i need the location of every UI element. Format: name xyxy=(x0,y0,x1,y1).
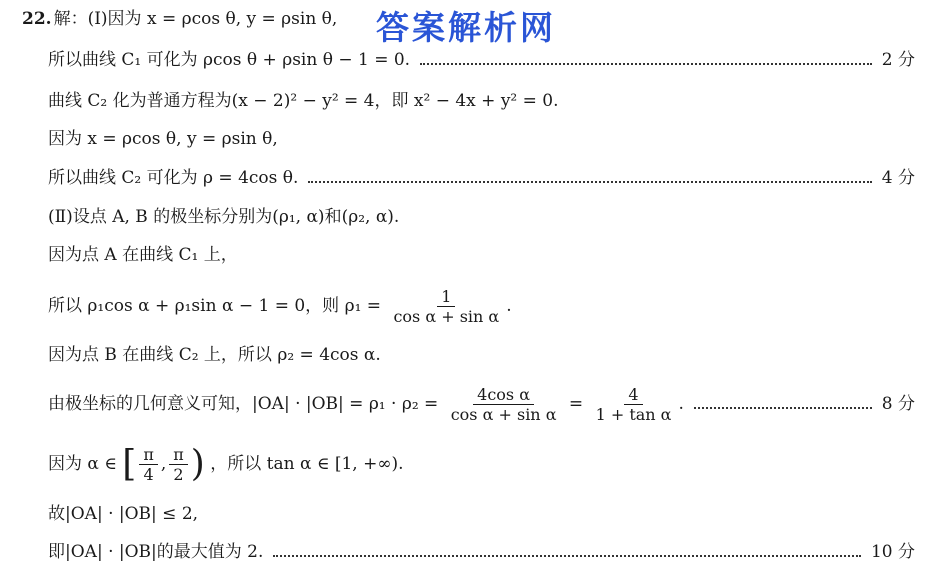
line-text: 因为点 B 在曲线 C₂ 上，所以 ρ₂ = 4cos α. xyxy=(48,345,381,365)
solution-line-10 xyxy=(48,382,915,426)
fraction-numerator: 1 xyxy=(437,287,455,307)
line-text: 曲线 C₂ 化为普通方程为(x − 2)² − y² = 4，即 x² − 4x + y² = 0. xyxy=(48,91,559,111)
line-text: 因为 x = ρcos θ, y = ρsin θ, xyxy=(48,129,278,149)
solution-line-8 xyxy=(48,284,915,328)
solution-line-11 xyxy=(48,442,915,486)
fraction xyxy=(592,385,676,424)
fraction-numerator: 4cos α xyxy=(473,385,534,405)
dot-leader xyxy=(420,63,872,65)
fraction xyxy=(139,445,158,484)
equals-sign: = xyxy=(568,393,584,414)
score-label: 2 分 xyxy=(881,50,915,70)
fraction xyxy=(447,385,561,424)
fraction xyxy=(169,445,188,484)
solution-line-3 xyxy=(48,89,915,113)
line-tail: . xyxy=(678,393,684,414)
fraction-denominator: 1 + tan α xyxy=(595,404,672,424)
dot-leader xyxy=(273,555,861,557)
solution-line-12 xyxy=(48,502,915,526)
dot-leader xyxy=(308,181,871,183)
line-text: 即|OA| · |OB|的最大值为 2. xyxy=(48,542,264,562)
fraction-denominator: cos α + sin α xyxy=(393,306,500,326)
dot-leader xyxy=(694,407,872,409)
fraction-denominator: cos α + sin α xyxy=(450,404,557,424)
line-text: 因为 α ∈ xyxy=(48,453,117,474)
left-bracket: [ xyxy=(122,443,137,484)
fraction-numerator: π xyxy=(169,445,188,465)
solution-line-1 xyxy=(22,7,915,31)
score-label: 8 分 xyxy=(881,394,915,414)
right-bracket: ) xyxy=(190,443,205,484)
solution-line-5 xyxy=(48,166,915,190)
line-text: 由极坐标的几何意义可知，|OA| · |OB| = ρ₁ · ρ₂ = xyxy=(48,393,439,414)
score-label: 4 分 xyxy=(881,168,915,188)
question-number: 22. xyxy=(22,9,52,29)
solution-line-13 xyxy=(48,540,915,564)
line-text: 所以曲线 C₁ 可化为 ρcos θ + ρsin θ − 1 = 0. xyxy=(48,50,411,70)
fraction xyxy=(389,287,503,326)
line-text: 解：(Ⅰ)因为 x = ρcos θ, y = ρsin θ, xyxy=(53,9,338,29)
fraction-numerator: π xyxy=(139,445,158,465)
score-label: 10 分 xyxy=(870,542,915,562)
fraction-numerator: 4 xyxy=(624,385,642,405)
line-text: ，所以 tan α ∈ [1, +∞). xyxy=(210,453,404,474)
solution-line-7 xyxy=(48,243,915,267)
solution-line-6 xyxy=(48,205,915,229)
solution-line-4 xyxy=(48,127,915,151)
line-text: 因为点 A 在曲线 C₁ 上， xyxy=(48,245,238,265)
fraction-denominator: 2 xyxy=(173,464,184,484)
comma: , xyxy=(160,453,167,474)
line-text: 所以 ρ₁cos α + ρ₁sin α − 1 = 0，则 ρ₁ = xyxy=(48,295,382,316)
watermark-text: 答案解析网 xyxy=(376,8,556,47)
line-text: (Ⅱ)设点 A, B 的极坐标分别为(ρ₁, α)和(ρ₂, α). xyxy=(48,207,400,227)
solution-line-9 xyxy=(48,343,915,367)
line-tail: . xyxy=(506,295,512,316)
line-text: 所以曲线 C₂ 可化为 ρ = 4cos θ. xyxy=(48,168,299,188)
fraction-denominator: 4 xyxy=(143,464,154,484)
line-text: 故|OA| · |OB| ≤ 2, xyxy=(48,504,199,524)
solution-line-2 xyxy=(48,48,915,72)
